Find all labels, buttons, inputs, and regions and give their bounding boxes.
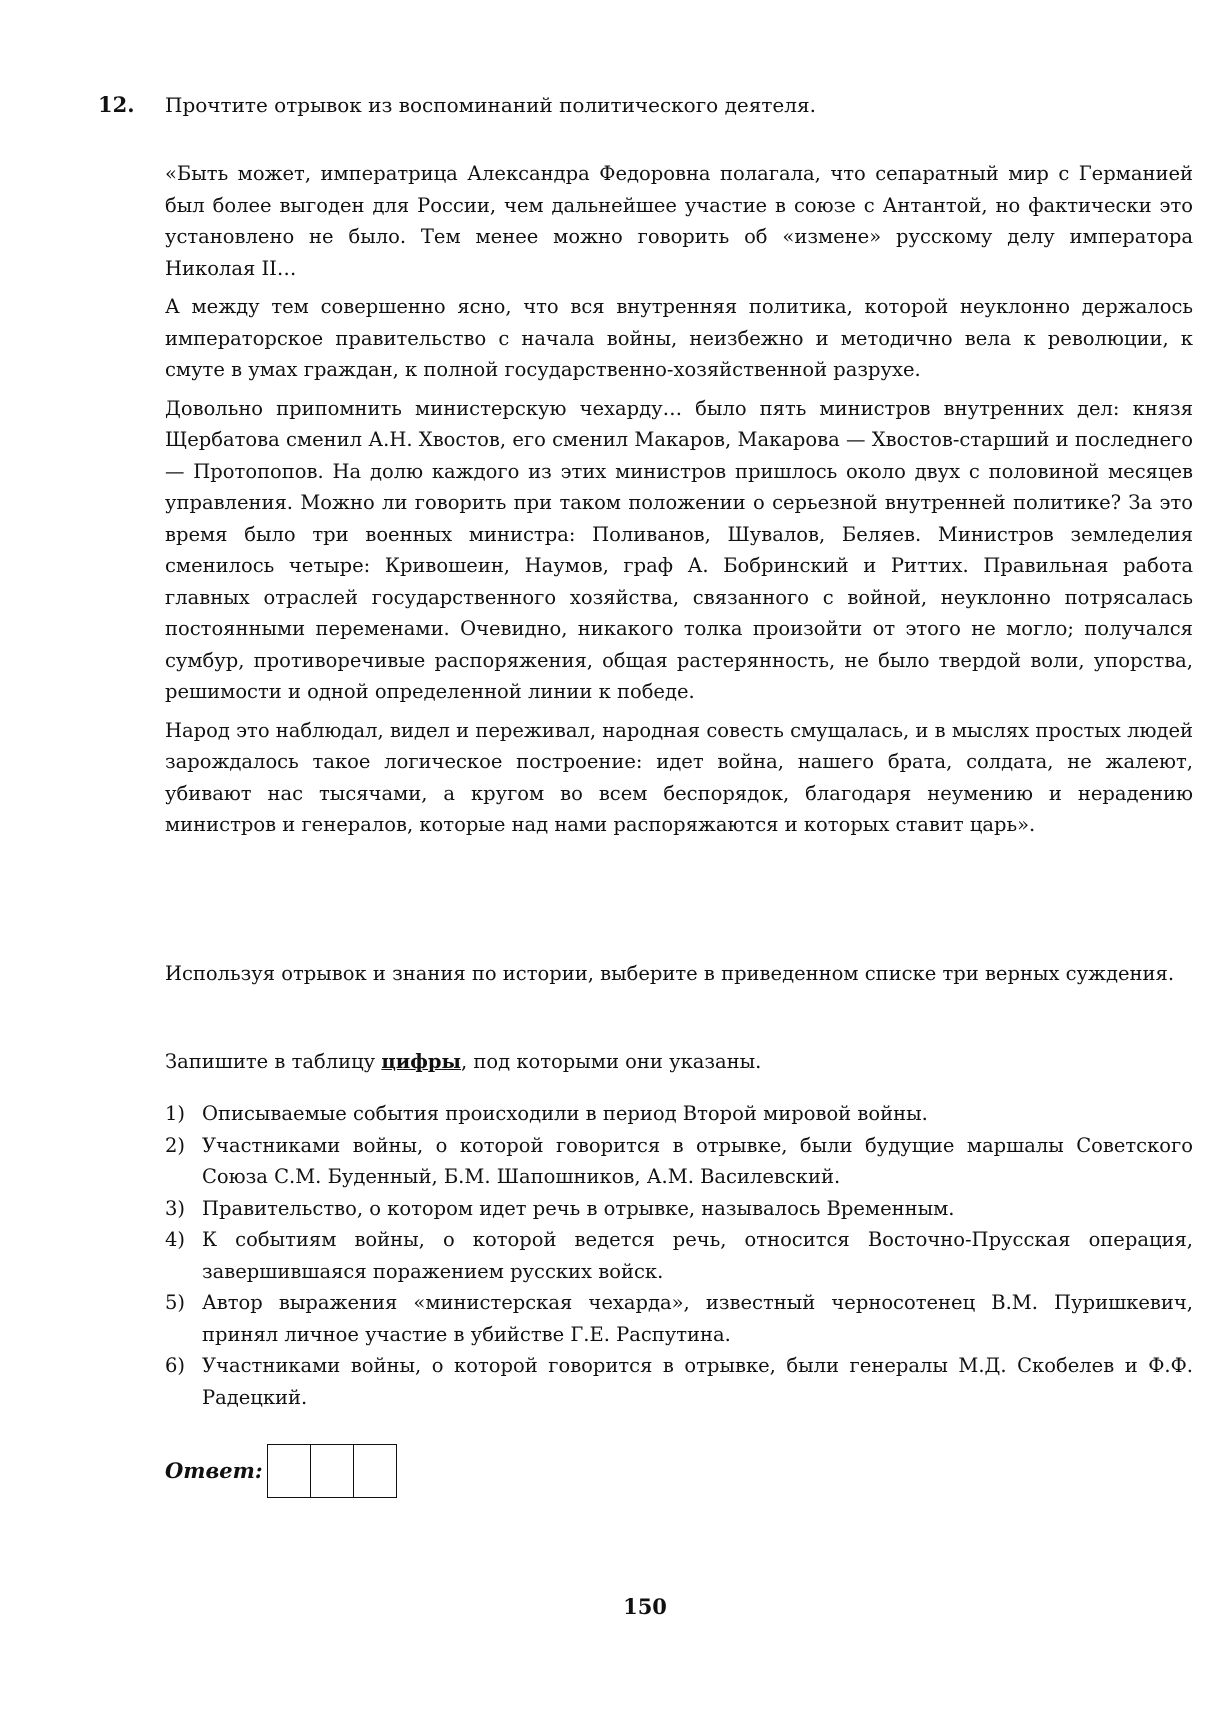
option-text: Участниками войны, о которой говорится в отрывке, были генералы М.Д. Скобелев и Ф.Ф. Радецкий.: [202, 1354, 1193, 1409]
option-number: 5): [165, 1291, 186, 1314]
source-excerpt: [165, 158, 1193, 848]
option-number: 1): [165, 1102, 186, 1125]
answer-options-list: [165, 1098, 1193, 1413]
answer-cell[interactable]: [354, 1445, 396, 1497]
answer-grid: [267, 1444, 397, 1498]
option-number: 6): [165, 1354, 186, 1377]
answer-label: Ответ:: [165, 1458, 263, 1483]
instruction-write-prefix: Запишите в таблицу: [165, 1050, 382, 1073]
option-number: 3): [165, 1196, 186, 1220]
instruction-write: [165, 1046, 1193, 1078]
instruction-write-suffix: , под которыми они указаны.: [461, 1050, 762, 1073]
option-item: [165, 1193, 1193, 1225]
answer-cell[interactable]: [268, 1445, 311, 1497]
option-item: [165, 1350, 1193, 1413]
excerpt-paragraph: А между тем совершенно ясно, что вся внутренняя политика, которой неуклонно держалось императорское правительство с начала войны, неизбежно и методично вела к революции, к смуте в умах граждан, к полной государственно-хозяйственной разрухе.: [165, 295, 1193, 381]
option-text: Правительство, о котором идет речь в отрывке, называлось Временным.: [202, 1196, 955, 1220]
option-text: Автор выражения «министерская чехарда», известный черносотенец В.М. Пуришкевич, принял личное участие в убийстве Г.Е. Распутина.: [202, 1291, 1193, 1346]
task-number: 12.: [98, 92, 135, 117]
option-number: 2): [165, 1133, 186, 1157]
excerpt-paragraph: Довольно припомнить министерскую чехарду… было пять министров внутренних дел: князя Щербатова сменил А.Н. Хвостов, его сменил Макаров, Макарова — Хвостов-старший и последнего — Протопопов. На долю каждого из этих министров пришлось около двух с половиной месяцев управления. Можно ли говорить при таком положении о серьезной внутренней политике? За это время было три военных министра: Поливанов, Шувалов, Беляев. Министров земледелия сменилось четыре: Кривошеин, Наумов, граф А. Бобринский и Риттих. Правильная работа главных отраслей государственного хозяйства, связанного с войной, неуклонно потрясалась постоянными переменами. Очевидно, никакого толка произойти от этого не могло; получался сумбур, противоречивые распоряжения, общая растерянность, не было твердой воли, упорства, решимости и одной определенной линии к победе.: [165, 396, 1193, 703]
answer-cell[interactable]: [311, 1445, 354, 1497]
option-text: Описываемые события происходили в период Второй мировой войны.: [202, 1102, 928, 1125]
option-item: [165, 1287, 1193, 1350]
excerpt-paragraph: Народ это наблюдал, видел и переживал, народная совесть смущалась, и в мыслях простых людей зарождалось такое логическое построение: идет война, нашего брата, солдата, не жалеют, убивают нас тысячами, а кругом во всем беспорядок, благодаря неумению и нерадению министров и генералов, которые над нами распоряжаются и которых ставит царь».: [165, 718, 1193, 836]
task-title: Прочтите отрывок из воспоминаний политического деятеля.: [165, 93, 816, 117]
option-number: 4): [165, 1228, 186, 1251]
option-item: [165, 1224, 1193, 1287]
option-item: [165, 1098, 1193, 1130]
excerpt-paragraph: «Быть может, императрица Александра Федоровна полагала, что сепаратный мир с Германией был более выгоден для России, чем дальнейшее участие в союзе с Антантой, но фактически это установлено не было. Тем менее можно говорить об «измене» русскому делу императора Николая II…: [165, 162, 1193, 280]
page-number: 150: [623, 1594, 667, 1619]
instruction-select: Используя отрывок и знания по истории, выберите в приведенном списке три верных суждения.: [165, 962, 1175, 985]
option-text: К событиям войны, о которой ведется речь, относится Восточно-Прусская операция, завершившаяся поражением русских войск.: [202, 1228, 1193, 1283]
instruction-write-emphasis: цифры: [381, 1050, 461, 1073]
option-text: Участниками войны, о которой говорится в отрывке, были будущие маршалы Советского Союза С.М. Буденный, Б.М. Шапошников, А.М. Василевский.: [202, 1133, 1193, 1188]
option-item: [165, 1130, 1193, 1193]
